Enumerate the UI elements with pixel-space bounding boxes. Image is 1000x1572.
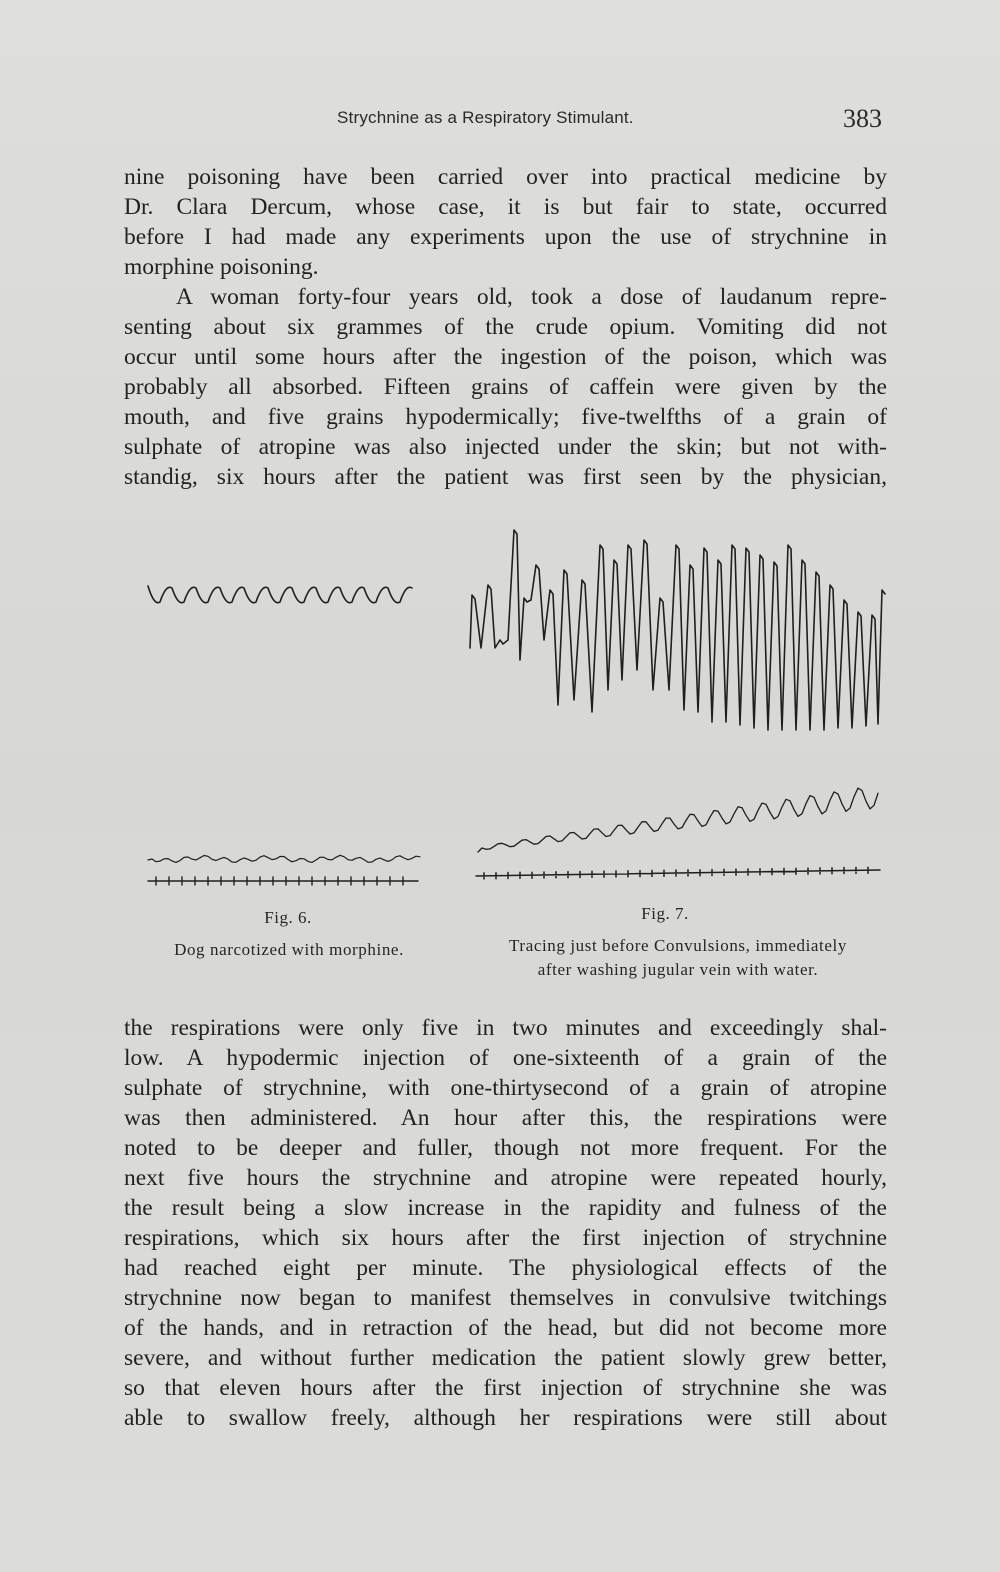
fig7-convulsion-tracing: [470, 530, 885, 730]
fig7-caption-line1: Tracing just before Convulsions, immediately: [509, 936, 847, 955]
text-line: Dr. Clara Dercum, whose case, it is but fair to state, occurred: [124, 194, 887, 220]
fig7-label: Fig. 7.: [641, 904, 689, 923]
fig6-respiration-tracing: [148, 586, 412, 603]
text-line: the result being a slow increase in the rapidity and fulness of the: [124, 1195, 887, 1221]
text-line: had reached eight per minute. The physiological effects of the: [124, 1255, 887, 1281]
fig6-lower-tracing: [148, 855, 420, 862]
text-line: was then administered. An hour after this, the respirations were: [124, 1105, 887, 1131]
text-line: A woman forty-four years old, took a dose of laudanum repre-: [176, 284, 887, 310]
text-line: so that eleven hours after the first injection of strychnine she was: [124, 1375, 887, 1401]
running-head-title: Strychnine as a Respiratory Stimulant.: [337, 108, 634, 127]
fig6-wave-path: [148, 586, 412, 603]
fig6-label: Fig. 6.: [264, 908, 312, 927]
fig6-lower-path: [148, 855, 420, 862]
fig7-lower-tracing: [478, 788, 878, 852]
text-line: the respirations were only five in two minutes and exceedingly shal-: [124, 1015, 887, 1041]
text-line: senting about six grammes of the crude opium. Vomiting did not: [124, 314, 887, 340]
text-line: noted to be deeper and fuller, though not more frequent. For the: [124, 1135, 887, 1161]
fig6-caption: Dog narcotized with morphine.: [174, 940, 404, 959]
fig6-time-marker-line: [148, 877, 418, 885]
text-line: strychnine now began to manifest themselves in convulsive twitchings: [124, 1285, 887, 1311]
text-line: occur until some hours after the ingestion of the poison, which was: [124, 344, 887, 370]
text-line: severe, and without further medication the patient slowly grew better,: [124, 1345, 887, 1371]
text-line: nine poisoning have been carried over into practical medicine by: [124, 164, 887, 190]
text-line: low. A hypodermic injection of one-sixteenth of a grain of the: [124, 1045, 887, 1071]
fig7-convulsion-path: [470, 530, 885, 730]
fig7-baseline-path: [476, 867, 880, 879]
text-line: standig, six hours after the patient was first seen by the physician,: [124, 464, 887, 490]
text-line: sulphate of atropine was also injected under the skin; but not with-: [124, 434, 887, 460]
text-line: respirations, which six hours after the first injection of strychnine: [124, 1225, 887, 1251]
text-line: able to swallow freely, although her respirations were still about: [124, 1405, 887, 1431]
fig7-caption-line2: after washing jugular vein with water.: [537, 960, 819, 979]
fig7-time-marker-line: [476, 867, 880, 879]
text-line: next five hours the strychnine and atropine were repeated hourly,: [124, 1165, 887, 1191]
text-line: of the hands, and in retraction of the head, but did not become more: [124, 1315, 887, 1341]
paragraph-bottom: [124, 1013, 887, 1433]
text-line: mouth, and five grains hypodermically; five-twelfths of a grain of: [124, 404, 887, 430]
page-number: 383: [843, 104, 882, 133]
fig6-baseline-path: [148, 877, 418, 885]
text-line: sulphate of strychnine, with one-thirtysecond of a grain of atropine: [124, 1075, 887, 1101]
text-line: probably all absorbed. Fifteen grains of caffein were given by the: [124, 374, 887, 400]
text-line: morphine poisoning.: [124, 254, 319, 280]
fig7-lower-path: [478, 788, 878, 852]
text-line: before I had made any experiments upon the use of strychnine in: [124, 224, 887, 250]
